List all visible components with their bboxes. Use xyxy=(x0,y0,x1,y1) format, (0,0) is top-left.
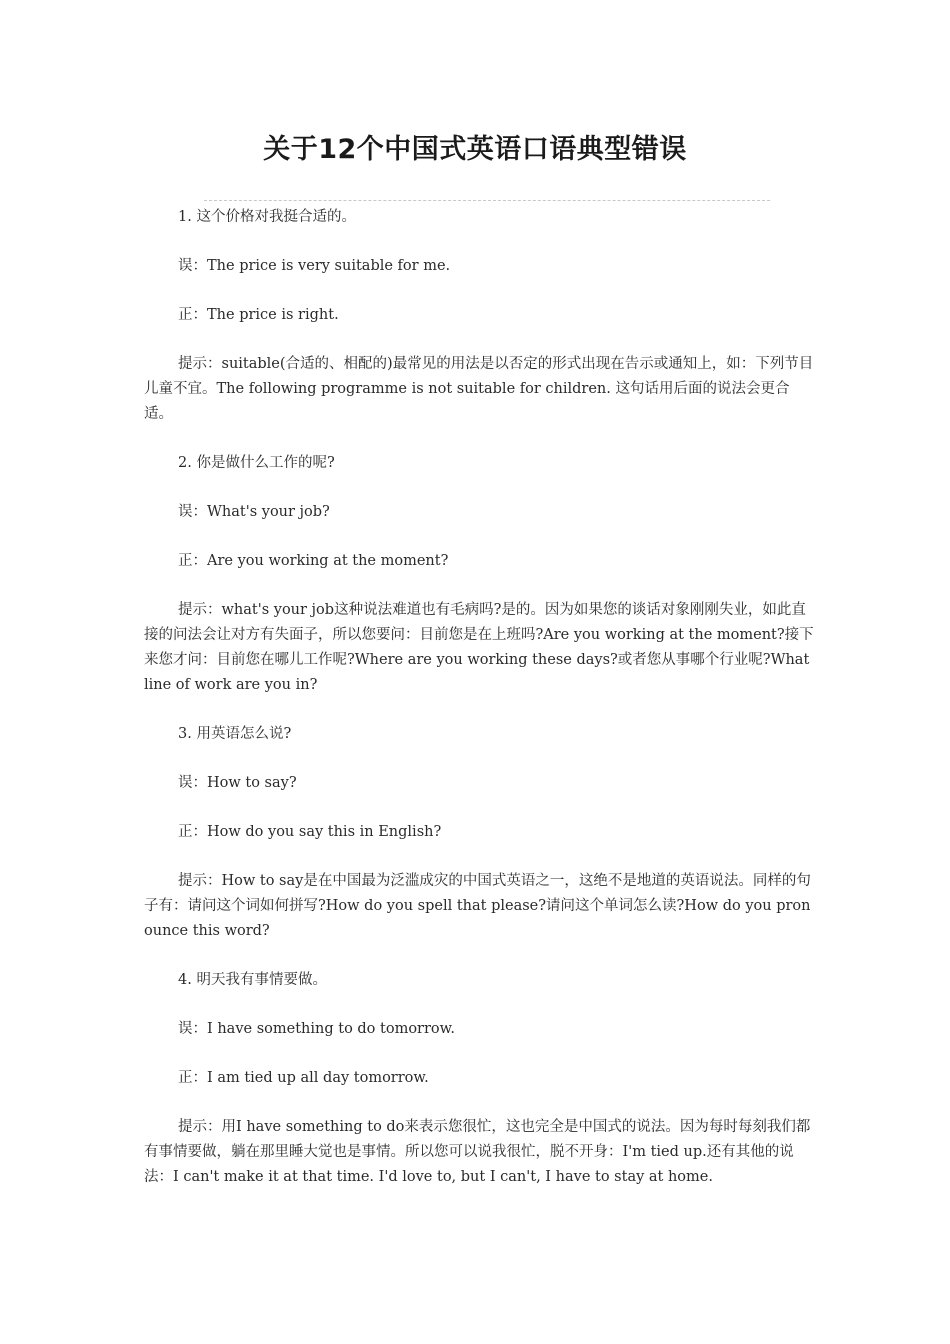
item-wrong-example: 误：The price is very suitable for me. xyxy=(178,258,451,274)
item-correct-example: 正：The price is right. xyxy=(178,307,339,323)
item-wrong-example: 误：How to say? xyxy=(178,775,297,791)
title-divider xyxy=(204,200,770,201)
item-tip: 提示：How to say是在中国最为泛滥成灾的中国式英语之一，这绝不是地道的英语说法。同样的句子有：请问这个词如何拼写?How do you spell that please?请问这个单词怎么读?How do you pronounce this word? xyxy=(144,873,811,939)
item-correct-example: 正：I am tied up all day tomorrow. xyxy=(178,1070,429,1086)
item-tip: 提示：用I have something to do来表示您很忙，这也完全是中国式的说法。因为每时每刻我们都有事情要做，躺在那里睡大觉也是事情。所以您可以说我很忙，脱不开身：I'm tied up.还有其他的说法：I can't make it at that time. I'd love to, but I can't, I have to stay at home. xyxy=(144,1119,811,1185)
item-question: 2. 你是做什么工作的呢? xyxy=(178,455,335,471)
item-question: 4. 明天我有事情要做。 xyxy=(178,972,327,988)
item-wrong-example: 误：I have something to do tomorrow. xyxy=(178,1021,455,1037)
item-correct-example: 正：Are you working at the moment? xyxy=(178,553,449,569)
document-title: 关于12个中国式英语口语典型错误 xyxy=(263,134,687,165)
item-wrong-example: 误：What's your job? xyxy=(178,504,330,520)
item-question: 1. 这个价格对我挺合适的。 xyxy=(178,209,356,225)
item-tip: 提示：suitable(合适的、相配的)最常见的用法是以否定的形式出现在告示或通知上，如：下列节目儿童不宜。The following programme is not suitable for children. 这句话用后面的说法会更合适。 xyxy=(144,356,814,422)
item-tip: 提示：what's your job这种说法难道也有毛病吗?是的。因为如果您的谈话对象刚刚失业，如此直接的问法会让对方有失面子，所以您要问：目前您是在上班吗?Are you working at the moment?接下来您才问：目前您在哪儿工作呢?Where are you working these days?或者您从事哪个行业呢?What line of work are you in? xyxy=(144,602,814,693)
item-correct-example: 正：How do you say this in English? xyxy=(178,824,442,840)
item-question: 3. 用英语怎么说? xyxy=(178,726,292,742)
document-body xyxy=(144,205,816,1214)
